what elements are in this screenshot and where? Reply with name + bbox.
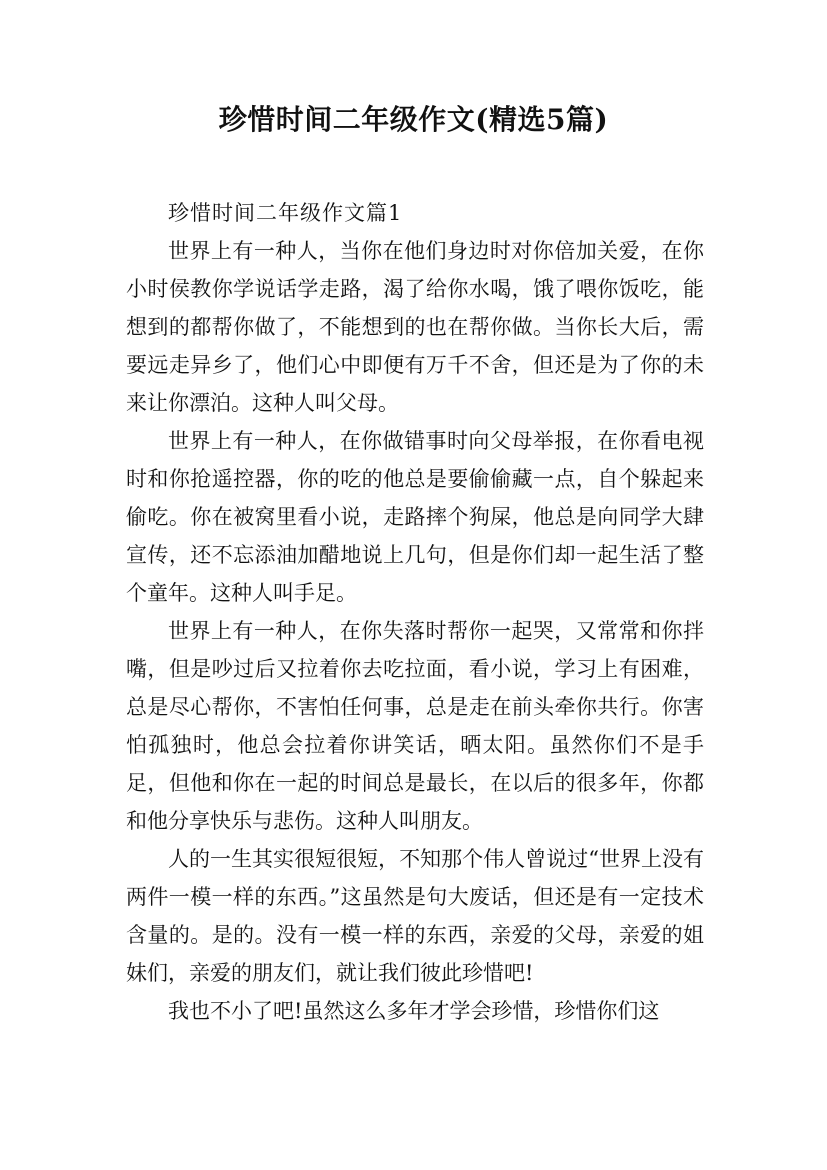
- paragraph-parents: 世界上有一种人，当你在他们身边时对你倍加关爱，在你小时侯教你学说话学走路，渴了给你水喝，饿了喂你饭吃，能想到的都帮你做了，不能想到的也在帮你做。当你长大后，需要远走异乡了，他们心中即便有万千不舍，但还是为了你的未来让你漂泊。这种人叫父母。: [126, 239, 704, 415]
- paragraph-cherish: 人的一生其实很短很短，不知那个伟人曾说过“世界上没有两件一模一样的东西。”这虽然是句大废话，但还是有一定技术含量的。是的。没有一模一样的东西，亲爱的父母，亲爱的姐妹们，亲爱的朋友们，就让我们彼此珍惜吧!: [126, 847, 704, 985]
- paragraph-conclusion: 我也不小了吧!虽然这么多年才学会珍惜，珍惜你们这: [168, 999, 660, 1023]
- paragraph-friends: 世界上有一种人，在你失落时帮你一起哭，又常常和你拌嘴，但是吵过后又拉着你去吃拉面，看小说，学习上有困难，总是尽心帮你，不害怕任何事，总是走在前头牵你共行。你害怕孤独时，他总会拉着你讲笑话，晒太阳。虽然你们不是手足，但他和你在一起的时间总是最长，在以后的很多年，你都和他分享快乐与悲伤。这种人叫朋友。: [126, 619, 704, 833]
- paragraph-siblings: 世界上有一种人，在你做错事时向父母举报，在你看电视时和你抢遥控器，你的吃的他总是要偷偷藏一点，自个躲起来偷吃。你在被窝里看小说，走路摔个狗屎，他总是向同学大肆宣传，还不忘添油加醋地说上几句，但是你们却一起生活了整个童年。这种人叫手足。: [126, 429, 704, 605]
- section-heading: 珍惜时间二年级作文篇1: [168, 201, 403, 225]
- document-title: 珍惜时间二年级作文(精选5篇): [218, 103, 609, 136]
- document-body: [126, 194, 704, 1030]
